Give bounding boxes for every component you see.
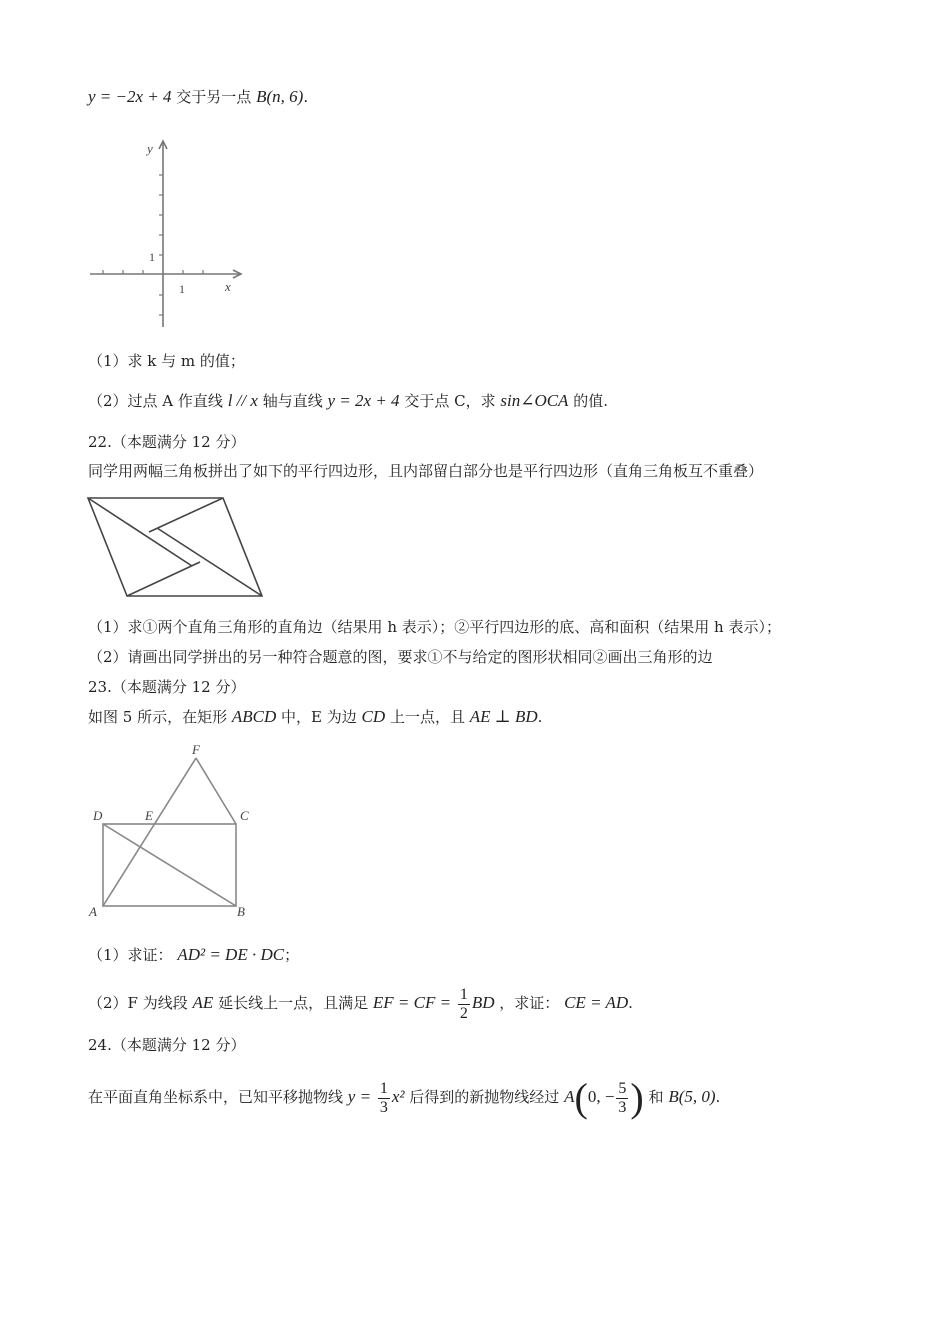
triangle-edge-3: [157, 528, 262, 596]
segment-bd: [103, 824, 236, 906]
rectangle-figure: [85, 738, 265, 920]
point-b: B(n, 6): [256, 87, 304, 106]
intro-line: [88, 86, 308, 108]
q22-header: 22.（本题满分 12 分）: [88, 433, 246, 451]
equation: EF = CF =: [372, 993, 452, 1012]
angle-expression: sin∠OCA: [500, 391, 569, 410]
x-tick-label: 1: [179, 282, 185, 296]
fraction-five-thirds: [616, 1080, 628, 1117]
segment-cd: CD: [361, 707, 386, 726]
denominator: 3: [618, 1098, 627, 1116]
triangle-edge-1: [88, 498, 192, 566]
numerator: 1: [459, 985, 468, 1003]
q24-header: 24.（本题满分 12 分）: [88, 1036, 246, 1054]
text: 延长线上一点，且满足: [218, 994, 369, 1012]
y-axis-label: y: [147, 141, 153, 156]
x-squared: x²: [391, 1087, 405, 1106]
left-paren: (: [574, 1075, 588, 1120]
parallel-line: l // x: [227, 391, 258, 410]
triangle-edge-2: [149, 498, 223, 532]
q23-stem: [88, 706, 542, 728]
text: 轴与直线: [262, 392, 323, 410]
q22-part2: （2）请画出同学拼出的另一种符合题意的图，要求①不与给定的图形状相同②画出三角形的边: [88, 648, 713, 666]
q21-part2: [88, 390, 608, 412]
text: .: [715, 1088, 721, 1106]
q22-stem: 同学用两幅三角板拼出了如下的平行四边形，且内部留白部分也是平行四边形（直角三角板互不重叠）: [88, 462, 764, 480]
label-b: B: [237, 904, 245, 919]
x-axis-label: x: [225, 279, 231, 294]
point-a: A: [564, 1087, 575, 1106]
triangle-edge-4: [127, 562, 200, 596]
equation: CE = AD: [564, 993, 629, 1012]
label-e: E: [145, 808, 153, 823]
intro-text: 交于另一点: [176, 88, 252, 106]
perpendicular-relation: AE ⊥ BD: [469, 707, 538, 726]
label-d: D: [93, 808, 103, 823]
text: 中，E 为边: [281, 708, 357, 726]
line-equation: y = −2x + 4: [88, 87, 172, 106]
q24-stem: [88, 1072, 720, 1122]
q23-part2: [88, 980, 633, 1026]
rectangle-name: ABCD: [231, 707, 277, 726]
q23-header: 23.（本题满分 12 分）: [88, 678, 246, 696]
period: .: [303, 88, 309, 106]
text: （1）求证：: [88, 946, 173, 964]
text: ；: [284, 946, 300, 964]
denominator: 3: [379, 1098, 388, 1116]
y-tick-label: 1: [149, 250, 155, 264]
label-c: C: [240, 808, 249, 823]
label-f: F: [192, 742, 200, 757]
point-b: B(5, 0): [668, 1087, 716, 1106]
segment-fc: [196, 758, 236, 824]
fraction-third: [378, 1080, 390, 1117]
fraction-half: [458, 986, 470, 1023]
text: .: [628, 994, 633, 1012]
line-equation: y = 2x + 4: [327, 391, 400, 410]
function-lhs: y =: [347, 1087, 372, 1106]
equation: AD² = DE · DC: [177, 945, 285, 964]
parallelogram-figure: [85, 492, 275, 604]
q21-part1: （1）求 k 与 m 的值；: [88, 352, 245, 370]
text: 后得到的新抛物线经过: [409, 1088, 560, 1106]
numerator: 5: [618, 1079, 627, 1097]
text: 和: [648, 1088, 664, 1106]
text: 如图 5 所示，在矩形: [88, 708, 228, 726]
segment-ae: AE: [192, 993, 214, 1012]
text: 交于点 C，求: [404, 392, 496, 410]
q23-part1: [88, 944, 299, 966]
text: （2）F 为线段: [88, 994, 188, 1012]
segment-bd: BD: [471, 993, 495, 1012]
text: .: [537, 708, 543, 726]
text: ，求证：: [499, 994, 560, 1012]
denominator: 2: [459, 1004, 468, 1022]
numerator: 1: [379, 1079, 388, 1097]
text: 在平面直角坐标系中，已知平移抛物线: [88, 1088, 344, 1106]
text: 的值.: [573, 392, 609, 410]
outer-parallelogram: [88, 498, 262, 596]
q22-part1: （1）求①两个直角三角形的直角边（结果用 h 表示）；②平行四边形的底、高和面积（结果用 h 表示）；: [88, 618, 781, 636]
text: （2）过点 A 作直线: [88, 392, 223, 410]
coordinate-axes-figure: [85, 135, 250, 335]
text: 上一点，且: [389, 708, 465, 726]
right-paren: ): [630, 1075, 644, 1120]
label-a: A: [89, 904, 97, 919]
point-a-coords: 0, −: [587, 1087, 615, 1106]
